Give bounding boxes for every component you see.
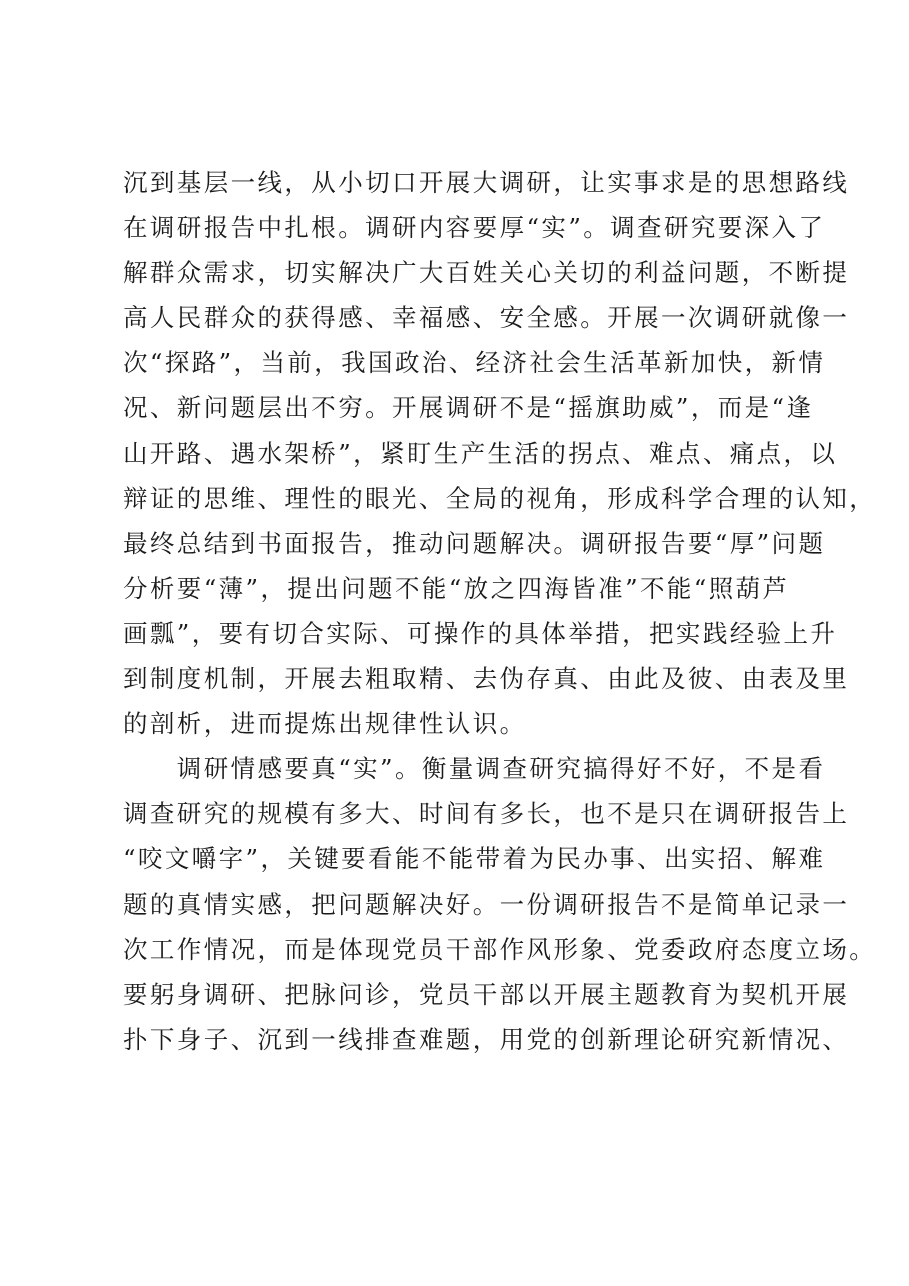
text-line: 分析要“薄”，提出问题不能“放之四海皆准”不能“照葫芦 [123,573,790,603]
text-line: 要躬身调研、把脉问诊，党员干部以开展主题教育为契机开展 [123,979,850,1009]
text-line: 到制度机制，开展去粗取精、去伪存真、由此及彼、由表及里 [123,664,850,694]
text-line: 调查研究的规模有多大、时间有多长，也不是只在调研报告上 [123,799,850,829]
text-line: 在调研报告中扎根。调研内容要厚“实”。调查研究要深入了 [123,213,826,243]
text-line: 山开路、遇水架桥”，紧盯生产生活的拐点、难点、痛点，以 [123,438,838,468]
text-line: 的剖析，进而提炼出规律性认识。 [123,709,527,739]
text-line: 沉到基层一线，从小切口开展大调研，让实事求是的思想路线 [123,168,850,197]
text-line: 扑下身子、沉到一线排查难题，用党的创新理论研究新情况、 [123,1024,850,1054]
body-text [123,160,877,1062]
text-line: 画瓢”，要有切合实际、可操作的具体举措，把实践经验上升 [123,618,838,648]
text-line: 辩证的思维、理性的眼光、全局的视角，形成科学合理的认知， [123,483,877,513]
paragraph-start-line: 调研情感要真“实”。衡量调查研究搞得好不好，不是看 [123,754,826,784]
text-line: 况、新问题层出不穷。开展调研不是“摇旗助威”，而是“逢 [123,393,814,423]
text-line: 次工作情况，而是体现党员干部作风形象、党委政府态度立场。 [123,934,877,964]
text-line: 解群众需求，切实解决广大百姓关心关切的利益问题，不断提 [123,258,850,288]
text-line: 最终总结到书面报告，推动问题解决。调研报告要“厚”问题 [123,528,826,558]
text-line: 次“探路”，当前，我国政治、经济社会生活革新加快，新情 [123,348,826,378]
text-line: 高人民群众的获得感、幸福感、安全感。开展一次调研就像一 [123,303,850,333]
text-line: “咬文嚼字”，关键要看能不能带着为民办事、出实招、解难 [123,844,826,874]
text-line: 题的真情实感，把问题解决好。一份调研报告不是简单记录一 [123,889,850,919]
